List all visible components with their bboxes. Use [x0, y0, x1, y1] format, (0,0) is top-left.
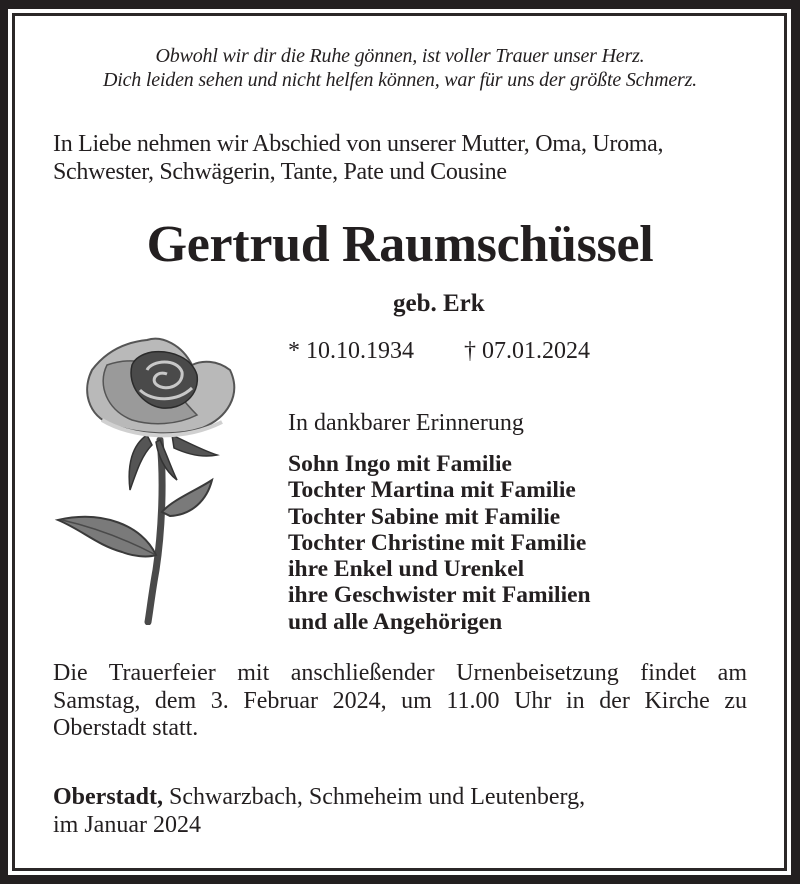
- intro-line-1: In Liebe nehmen wir Abschied von unserer Mutter, Oma, Uroma,: [53, 131, 664, 157]
- signature-places-rest: Schwarzbach, Schmeheim und Leutenberg,: [163, 784, 586, 810]
- mourner-item: Tochter Christine mit Familie: [288, 529, 587, 556]
- ceremony-line-1: Die Trauerfeier mit anschließender Urnenbeisetzung findet am: [53, 660, 747, 686]
- motto-line-1: Obwohl wir dir die Ruhe gönnen, ist voller Trauer unser Herz.: [155, 45, 645, 67]
- mourner-item: Tochter Martina mit Familie: [288, 477, 576, 504]
- death-date: † 07.01.2024: [464, 338, 590, 364]
- signature-place-main: Oberstadt,: [53, 784, 163, 810]
- rose-icon: [52, 330, 247, 625]
- motto-line-2: Dich leiden sehen und nicht helfen können, war für uns der größte Schmerz.: [103, 69, 697, 91]
- signature-date: im Januar 2024: [53, 811, 201, 838]
- mourner-item: Sohn Ingo mit Familie: [288, 451, 512, 477]
- intro-text: [53, 130, 753, 186]
- maiden-name: geb. Erk: [393, 290, 485, 317]
- mourners-list: [288, 451, 591, 635]
- mourner-item: Tochter Sabine mit Familie: [288, 503, 561, 530]
- intro-line-2: Schwester, Schwägerin, Tante, Pate und Cousine: [53, 159, 507, 185]
- mourner-item: ihre Geschwister mit Familien: [288, 582, 591, 609]
- birth-date: * 10.10.1934: [288, 338, 414, 364]
- ceremony-line-3: Oberstadt statt.: [53, 715, 199, 741]
- signature-block: [53, 784, 585, 839]
- remembrance-line: In dankbarer Erinnerung: [288, 410, 524, 436]
- life-dates: [288, 337, 590, 365]
- mourner-item: ihre Enkel und Urenkel: [288, 556, 525, 583]
- mourner-item: und alle Angehörigen: [288, 608, 503, 635]
- ceremony-details: [53, 660, 747, 743]
- motto-verse: [0, 44, 800, 92]
- ceremony-line-2: Samstag, dem 3. Februar 2024, um 11.00 Uhr in der Kirche zu: [53, 687, 747, 714]
- deceased-name: Gertrud Raumschüssel: [146, 216, 654, 273]
- signature-places: [53, 784, 585, 812]
